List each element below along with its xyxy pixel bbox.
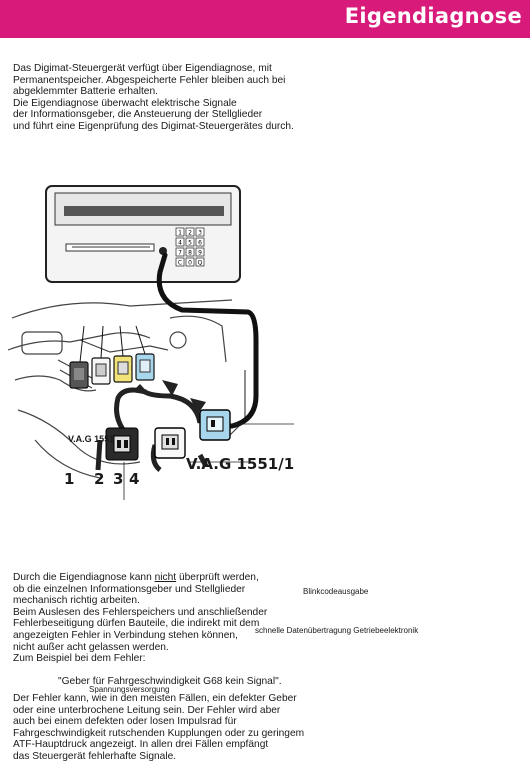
connector-number-2: 2 [94,470,105,488]
blinkcode-plug [200,410,230,440]
connector-1 [70,362,88,388]
keypad-key-label: Q [197,259,203,267]
callout-datenuebertragung: schnelle Datenübertragung Getriebeelektronik [255,626,419,635]
keypad-key-label: 8 [188,249,192,257]
connector-number-1: 1 [64,470,75,488]
example-error-quote: "Geber für Fahrgeschwindigkeit G68 kein Signal". [58,676,282,687]
limitations-text-rest: überprüft werden, ob die einzelnen Informationsgeber und Stellglieder mechanisch richtig arbeiten. Beim Auslesen des Fehlerspeichers und anschließender Fehlerbeseitigung dürfen Bauteile, die indirekt mit dem angezeigten Fehler in Verbindung stehen können, nicht außer acht gelassen werden. Zum Beispiel bei dem Fehler: [13,572,268,665]
page-title: Eigendiagnose [344,4,522,28]
limitations-paragraph [13,572,343,665]
diagram-illustration [0,170,530,540]
connector-number-4: 4 [129,470,140,488]
tester-model-label: V.A.G 1551 [68,434,115,444]
keypad-key-label: 5 [188,239,192,247]
callout-blinkcode: Blinkcodeausgabe [303,587,369,596]
keypad-key-label: C [177,259,183,267]
explanation-paragraph: Der Fehler kann, wie in den meisten Fällen, ein defekter Geber oder eine unterbrochene Leitung sein. Der Fehler wird aber auch bei einem defekten oder losen Impulsrad für Fahrgeschwindigkeit rutschenden Kupplungen oder zu geringem ATF-Hauptdruck angezeigt. In allen drei Fällen empfängt das Steuergerät fehlerhafte Signale. [13,693,305,762]
intro-paragraph: Das Digimat-Steuergerät verfügt über Eigendiagnose, mit Permanentspeicher. Abgespeicherte Fehler bleiben auch bei abgeklemmter Batterie erhalten. Die Eigendiagnose überwacht elektrische Signale der Informationsgeber, die Ansteuerung der Stellglieder und führt eine Eigenprüfung des Digimat-Steuergerätes durch. [13,63,294,132]
header-banner [0,0,530,38]
plug-arrow [132,384,150,395]
keypad-key-label: 6 [198,239,202,247]
connector-3 [114,356,132,382]
connector-number-3: 3 [113,470,124,488]
keypad-key-label: 4 [178,239,182,247]
power-supply-plug [106,428,138,460]
callout-spannung: Spannungsversorgung [89,685,170,694]
keypad-key-label: 2 [188,229,192,237]
tester-device [46,186,240,282]
keypad-key-label: 3 [198,229,202,237]
cable-model-label: V.A.G 1551/1 [186,455,295,473]
underlined-word: nicht [154,572,177,583]
data-transfer-plug [155,428,185,458]
keypad-key-label: 0 [188,259,192,267]
keypad-key-label: 1 [178,229,182,237]
keypad-key-label: 9 [198,249,202,257]
keypad-key-label: 7 [178,249,182,257]
connector-2 [92,358,110,384]
limitations-text-start: Durch die Eigendiagnose kann [13,572,155,583]
connector-4 [136,354,154,380]
